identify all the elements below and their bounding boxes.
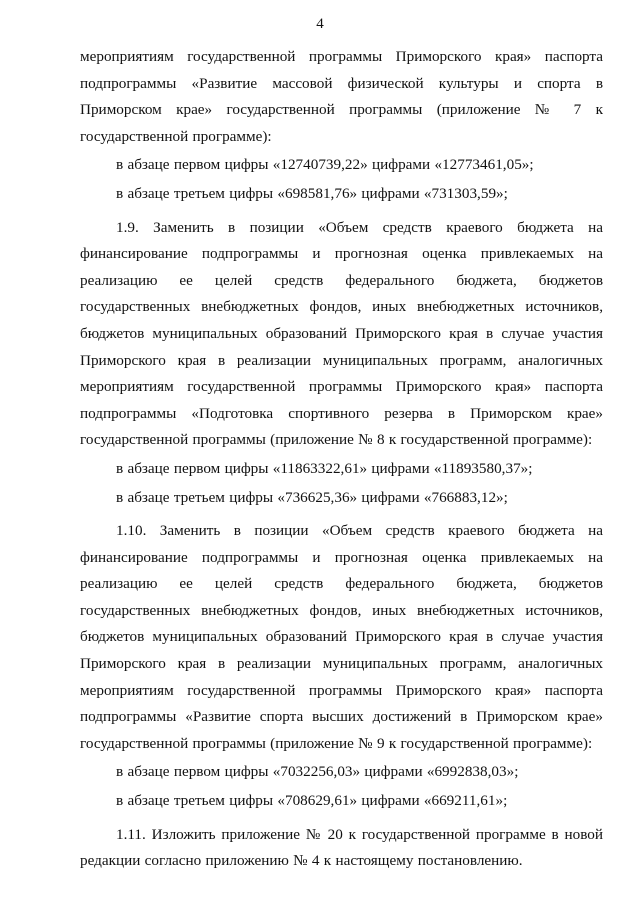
paragraph-first-abzac-change-7: в абзаце первом цифры «12740739,22» цифрами «12773461,05»; [116, 156, 534, 174]
paragraph-continuation-annex-7: мероприятиям государственной программы Приморского края» паспорта подпрограммы «Развитие массовой физической культуры и спорта в Приморском крае» государственной программы (приложение № 7 к государственной программе): [80, 48, 603, 145]
paragraph-item-1-10: 1.10. Заменить в позиции «Объем средств краевого бюджета на финансирование подпрограммы и прогнозная оценка привлекаемых на реализацию ее целей средств федерального бюджета, бюджетов государственных внебюджетных фондов, иных внебюджетных источников, бюджетов муниципальных образований Приморского края в случае участия Приморского края в реализации муниципальных программ, аналогичных мероприятиям государственной программы Приморского края» паспорта подпрограммы «Развитие спорта высших достижений в Приморском крае» государственной программы (приложение № 9 к государственной программе): [80, 522, 603, 752]
paragraph-item-1-9: 1.9. Заменить в позиции «Объем средств краевого бюджета на финансирование подпрограммы и прогнозная оценка привлекаемых на реализацию ее целей средств федерального бюджета, бюджетов государственных внебюджетных фондов, иных внебюджетных источников, бюджетов муниципальных образований Приморского края в случае участия Приморского края в реализации муниципальных программ, аналогичных мероприятиям государственной программы Приморского края» паспорта подпрограммы «Подготовка спортивного резерва в Приморском крае» государственной программы (приложение № 8 к государственной программе): [80, 218, 603, 449]
paragraph-first-abzac-change-8: в абзаце первом цифры «11863322,61» цифрами «11893580,37»; [116, 459, 533, 477]
page-number: 4 [316, 16, 324, 32]
paragraph-third-abzac-change-8: в абзаце третьем цифры «736625,36» цифрами «766883,12»; [116, 488, 508, 506]
paragraph-first-abzac-change-9: в абзаце первом цифры «7032256,03» цифрами «6992838,03»; [116, 763, 519, 781]
paragraph-third-abzac-change-9: в абзаце третьем цифры «708629,61» цифрами «669211,61»; [116, 792, 508, 810]
paragraph-third-abzac-change-7: в абзаце третьем цифры «698581,76» цифрами «731303,59»; [116, 184, 508, 202]
document-body [80, 44, 603, 875]
paragraph-item-1-11: 1.11. Изложить приложение № 20 к государственной программе в новой редакции согласно приложению № 4 к настоящему постановлению. [80, 825, 603, 870]
